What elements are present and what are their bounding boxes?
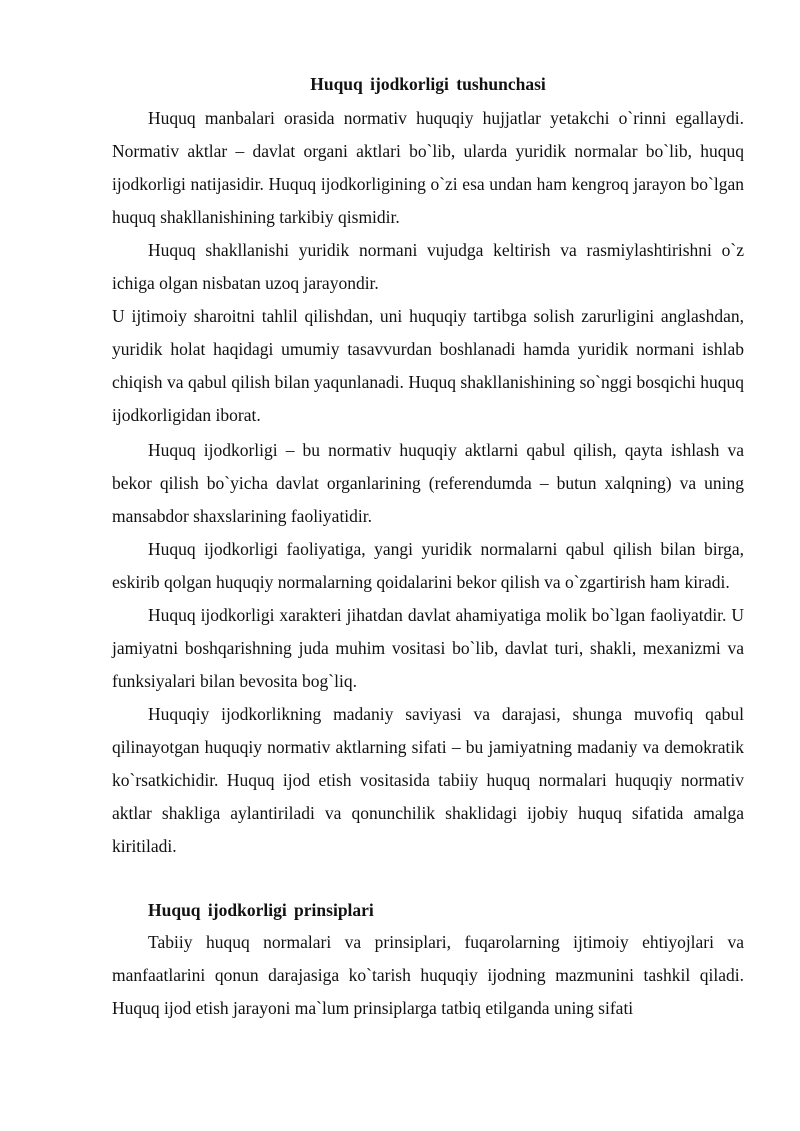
- paragraph: Huquq shakllanishi yuridik normani vujudga keltirish va rasmiylashtirishni o`z ichiga olgan nisbatan uzoq jarayondir.: [112, 240, 744, 293]
- document-page: [112, 70, 744, 1025]
- section-title: Huquq ijodkorligi tushunchasi: [310, 74, 546, 94]
- paragraph: Huquq ijodkorligi – bu normativ huquqiy aktlarni qabul qilish, qayta ishlash va bekor qilish bo`yicha davlat organlarining (referendumda – butun xalqning) va uning mansabdor shaxslarining faoliyatidir.: [112, 440, 744, 526]
- section-subtitle: Huquq ijodkorligi prinsiplari: [148, 900, 374, 920]
- paragraph: Huquq manbalari orasida normativ huquqiy hujjatlar yetakchi o`rinni egallaydi. Normativ aktlar – davlat organi aktlari bo`lib, ularda yuridik normalar bo`lib, huquq ijodkorligi natijasidir. Huquq ijodkorligining o`zi esa undan ham kengroq jarayon bo`lgan huquq shakllanishining tarkibiy qismidir.: [112, 108, 744, 227]
- blank-line: [112, 863, 744, 896]
- paragraph: U ijtimoiy sharoitni tahlil qilishdan, uni huquqiy tartibga solish zarurligini anglashdan, yuridik holat haqidagi umumiy tasavvurdan boshlanadi hamda yuridik normani ishlab chiqish va qabul qilish bilan yaqunlanadi. Huquq shakllanishining so`nggi bosqichi huquq ijodkorligidan iborat.: [112, 306, 744, 425]
- paragraph: Huquq ijodkorligi faoliyatiga, yangi yuridik normalarni qabul qilish bilan birga, eskirib qolgan huquqiy normalarning qoidalarini bekor qilish va o`zgartirish ham kiradi.: [112, 539, 744, 592]
- paragraph: Huquq ijodkorligi xarakteri jihatdan davlat ahamiyatiga molik bo`lgan faoliyatdir. U jamiyatni boshqarishning juda muhim vositasi bo`lib, davlat turi, shakli, mexanizmi va funksiyalari bilan bevosita bog`liq.: [112, 605, 744, 691]
- paragraph: Tabiiy huquq normalari va prinsiplari, fuqarolarning ijtimoiy ehtiyojlari va manfaatlarini qonun darajasiga ko`tarish huquqiy ijodning mazmunini tashkil qiladi. Huquq ijod etish jarayoni ma`lum prinsiplarga tatbiq etilganda uning sifati: [112, 932, 744, 1018]
- paragraph: Huquqiy ijodkorlikning madaniy saviyasi va darajasi, shunga muvofiq qabul qilinayotgan huquqiy normativ aktlarning sifati – bu jamiyatning madaniy va demokratik ko`rsatkichidir. Huquq ijod etish vositasida tabiiy huquq normalari huquqiy normativ aktlar shakliga aylantiriladi va qonunchilik shaklidagi ijobiy huquq sifatida amalga kiritiladi.: [112, 704, 744, 856]
